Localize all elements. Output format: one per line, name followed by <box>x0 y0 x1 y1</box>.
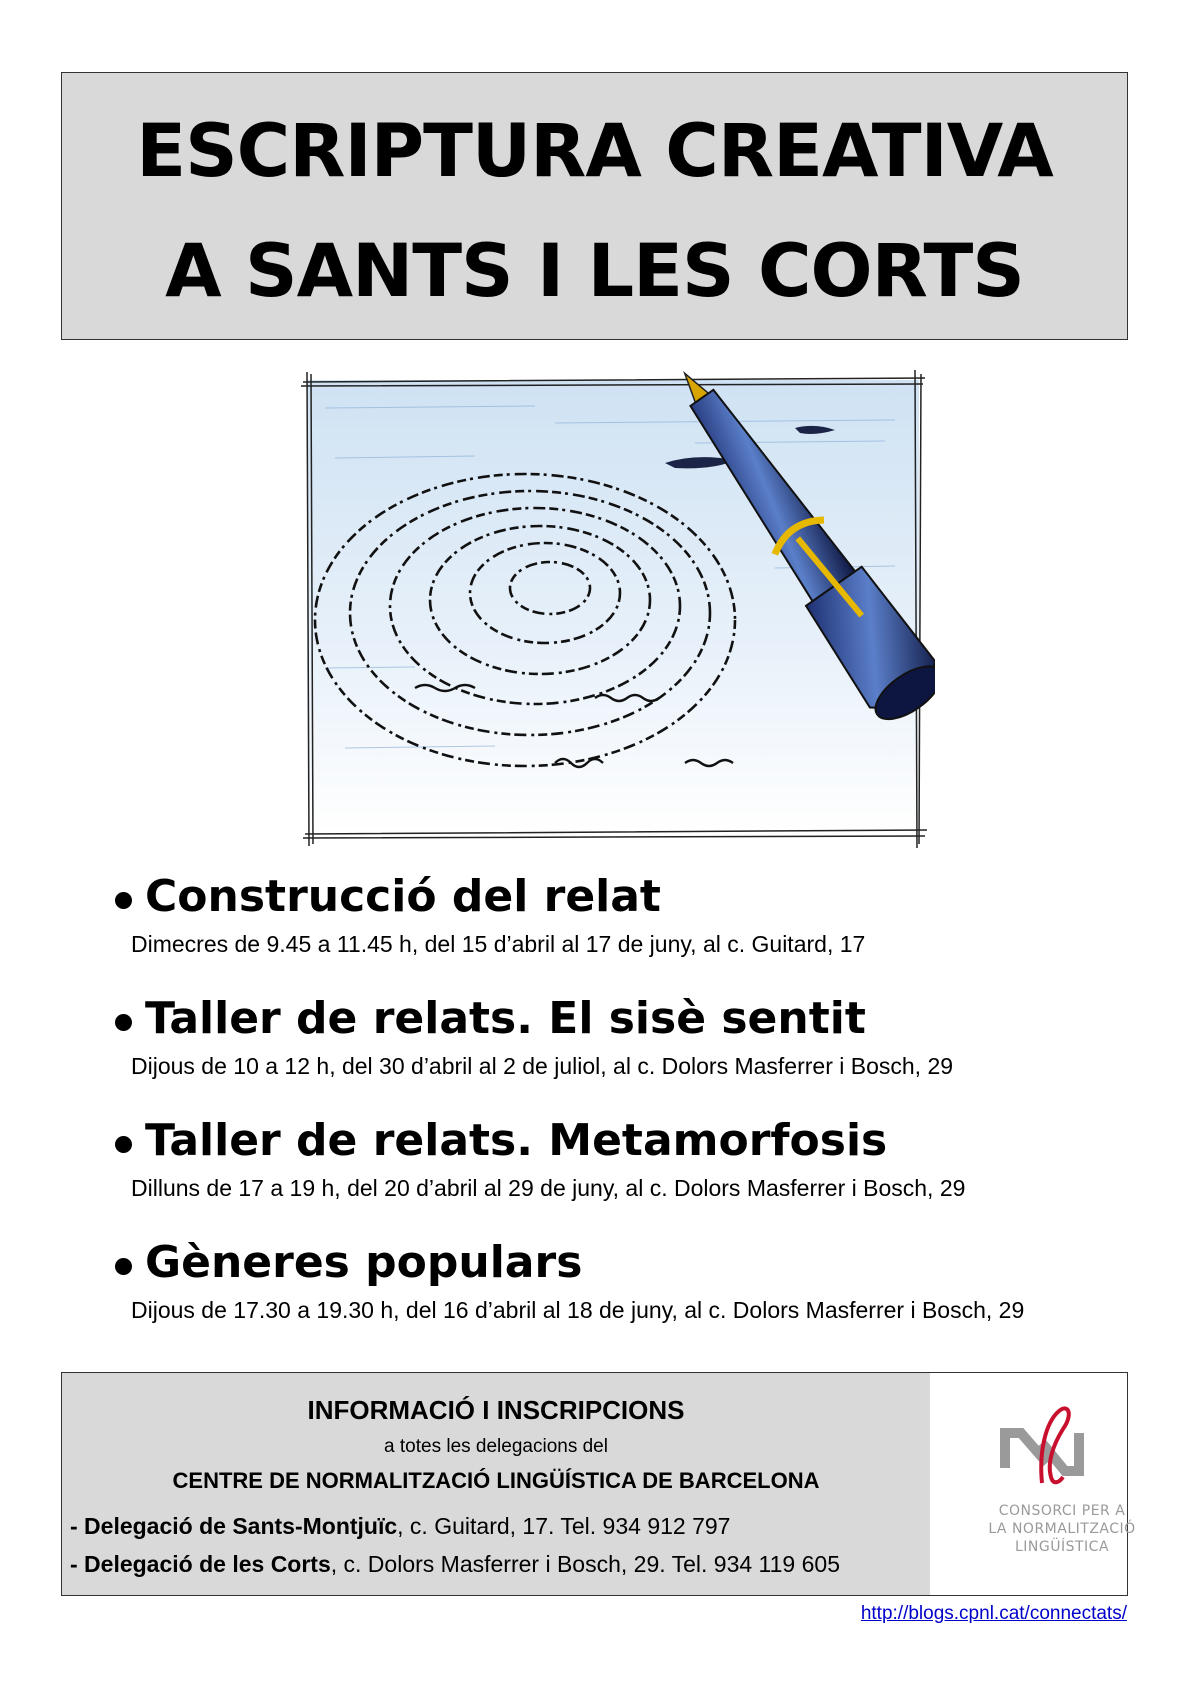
course-schedule: Dilluns de 17 a 19 h, del 20 d’abril al 29 de juny, al c. Dolors Masferrer i Bosch, 29 <box>131 1175 966 1201</box>
course-schedule: Dijous de 17.30 a 19.30 h, del 16 d’abril al 18 de juny, al c. Dolors Masferrer i Bosch, 29 <box>131 1297 1025 1323</box>
cpnl-logo <box>947 1393 1177 1583</box>
info-subheading: a totes les delegacions del <box>384 1436 608 1457</box>
bullet-icon <box>115 1258 132 1275</box>
blog-link[interactable]: http://blogs.cpnl.cat/connectats/ <box>860 1603 1127 1624</box>
course-item <box>115 993 954 1079</box>
title-line-1: ESCRIPTURA CREATIVA <box>136 109 1053 194</box>
course-schedule: Dimecres de 9.45 a 11.45 h, del 15 d’abril al 17 de juny, al c. Guitard, 17 <box>131 931 866 957</box>
course-title: Gèneres populars <box>145 1237 583 1288</box>
centre-name: CENTRE DE NORMALITZACIÓ LINGÜÍSTICA DE BARCELONA <box>172 1468 820 1493</box>
course-title: Construcció del relat <box>145 871 661 922</box>
delegation-corts <box>70 1551 840 1578</box>
course-schedule: Dijous de 10 a 12 h, del 30 d’abril al 2 de juliol, al c. Dolors Masferrer i Bosch, 29 <box>131 1053 954 1079</box>
delegation-label: - Delegació de Sants-Montjuïc <box>70 1513 398 1539</box>
info-box <box>61 1372 1136 1596</box>
bullet-icon <box>115 892 132 909</box>
title-line-2: A SANTS I LES CORTS <box>165 229 1024 314</box>
logo-text-line: LINGÜÍSTICA <box>1014 1539 1110 1555</box>
course-item <box>115 1115 966 1201</box>
fountain-pen-fingerprint-illustration <box>295 368 935 850</box>
delegation-address: , c. Guitard, 17. Tel. 934 912 797 <box>397 1513 731 1539</box>
course-title: Taller de relats. Metamorfosis <box>145 1115 888 1166</box>
info-heading: INFORMACIÓ I INSCRIPCIONS <box>307 1395 685 1425</box>
cpnl-logo-icon <box>947 1393 1177 1498</box>
course-item <box>115 871 866 957</box>
delegation-address: , c. Dolors Masferrer i Bosch, 29. Tel. 934 119 605 <box>330 1551 840 1577</box>
bullet-icon <box>115 1014 132 1031</box>
title-box <box>61 72 1128 340</box>
delegation-sants <box>70 1513 730 1540</box>
delegation-label: - Delegació de les Corts <box>70 1551 331 1577</box>
bullet-icon <box>115 1136 132 1153</box>
logo-text-line: CONSORCI PER A <box>998 1503 1126 1519</box>
course-title: Taller de relats. El sisè sentit <box>145 993 866 1044</box>
logo-text-line: LA NORMALITZACIÓ <box>988 1521 1136 1537</box>
course-item <box>115 1237 1025 1323</box>
